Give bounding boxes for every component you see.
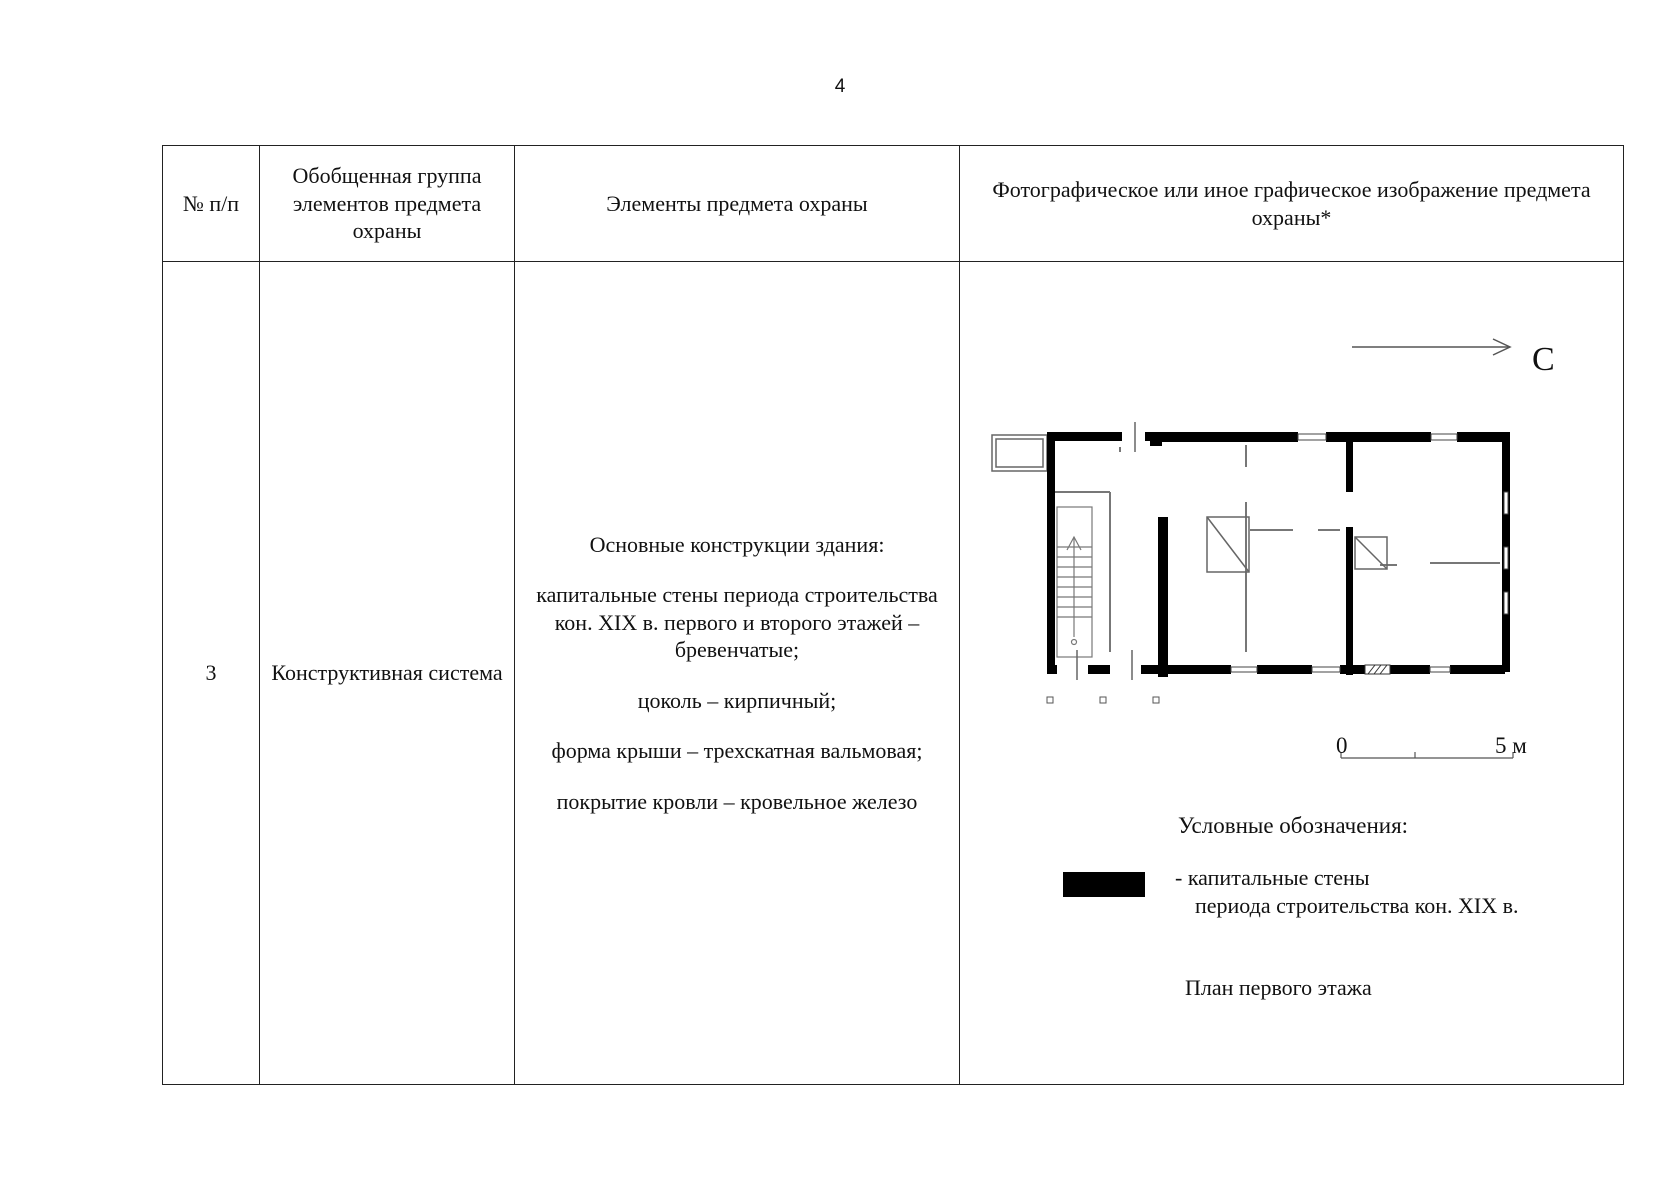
entrance-markers <box>1077 422 1135 680</box>
staircase-icon <box>1057 507 1092 657</box>
legend-wall-swatch <box>1063 872 1145 897</box>
header-num: № п/п <box>163 146 260 262</box>
legend-item-line1: - капитальные стены <box>1175 865 1370 890</box>
north-label: С <box>1532 341 1555 378</box>
north-arrow-icon <box>1352 339 1510 355</box>
legend-title: Условные обозначения: <box>1178 813 1409 838</box>
row-group: Конструктивная система <box>260 262 515 1085</box>
capital-walls <box>1047 432 1510 677</box>
porch-outline <box>992 435 1047 471</box>
stove-icon <box>1207 517 1387 572</box>
elements-walls: капитальные стены периода строительства кон. XIX в. первого и второго этажей – бревенчатые; <box>536 582 938 663</box>
scale-start-label: 0 <box>1336 733 1348 758</box>
elements-roof-cover: покрытие кровли – кровельное железо <box>556 788 918 814</box>
plan-caption: План первого этажа <box>1185 975 1372 1000</box>
legend-item-line2: периода строительства кон. XIX в. <box>1195 892 1519 918</box>
header-elements: Элементы предмета охраны <box>515 146 960 262</box>
scale-bar <box>1341 752 1513 758</box>
elements-heading: Основные конструкции здания: <box>589 531 885 557</box>
scale-end-label: 5 м <box>1495 733 1527 758</box>
page-number: 4 <box>834 76 846 97</box>
row-image <box>960 262 1624 1085</box>
header-image: Фотографическое или иное графическое изображение предмета охраны* <box>960 146 1624 262</box>
row-number: 3 <box>163 262 260 1085</box>
elements-roof-form: форма крыши – трехскатная вальмовая; <box>551 738 923 764</box>
row-elements <box>515 262 960 1085</box>
header-group: Обобщенная группа элементов предмета охраны <box>260 146 515 262</box>
elements-plinth: цоколь – кирпичный; <box>637 687 837 713</box>
floor-plan-drawing <box>960 262 1624 1082</box>
table-header-row <box>163 146 1624 262</box>
legend-item <box>1175 864 1519 919</box>
interior-partitions <box>1055 445 1500 652</box>
post-markers <box>1047 697 1159 703</box>
table-row <box>163 262 1624 1085</box>
windows <box>1231 434 1508 672</box>
protection-subject-table <box>162 145 1624 1085</box>
hatched-section <box>1365 665 1390 674</box>
